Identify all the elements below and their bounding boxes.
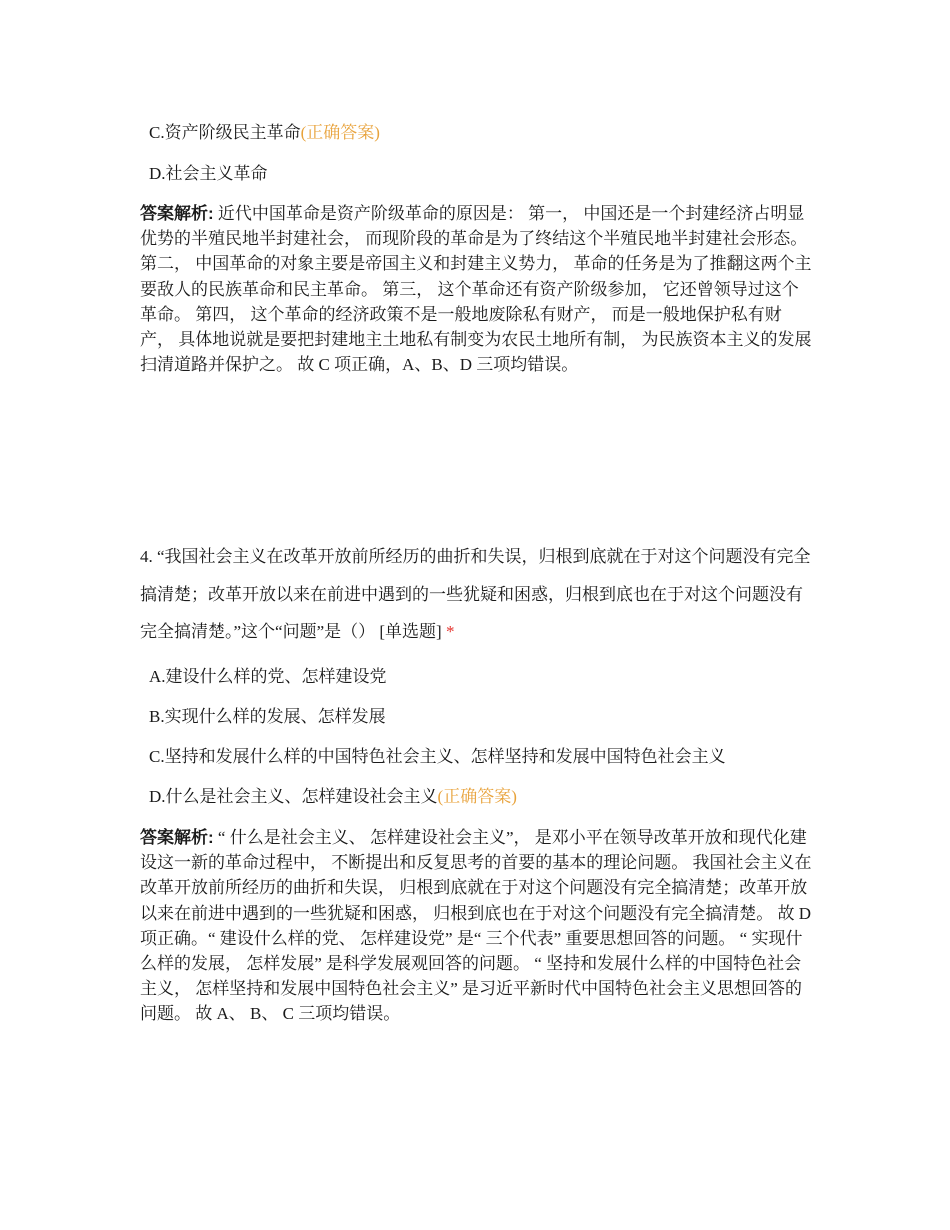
correct-answer-tag: (正确答案) [300,123,380,142]
q4-question-text [140,538,812,651]
required-mark: * [445,622,455,641]
option-label: D.社会主义革命 [149,164,268,183]
q4-option-a [149,665,387,689]
q4-option-b [149,705,386,729]
q4-option-d [149,785,517,809]
option-label: D.什么是社会主义、怎样建设社会主义 [149,787,438,806]
question-text: 4. “我国社会主义在改革开放前所经历的曲折和失误，归根到底就在于对这个问题没有完全搞清楚；改革开放以来在前进中遇到的一些犹疑和困惑，归根到底也在于对这个问题没有完全搞清楚。”这个“问题”是（） [单选题] [140,547,811,641]
analysis-text: “ 什么是社会主义、 怎样建设社会主义”， 是邓小平在领导改革开放和现代化建设这一新的革命过程中， 不断提出和反复思考的首要的基本的理论问题。 我国社会主义在改革开放前所经历的曲折和失误， 归根到底就在于对这个问题没有完全搞清楚；改革开放以来在前进中遇到的一些犹疑和困惑， 归根到底也在于对这个问题没有完全搞清楚。 故 D 项正确。“ 建设什么样的党、 怎样建设党” 是“ 三个代表” 重要思想回答的问题。 “ 实现什么样的发展， 怎样发展” 是科学发展观回答的问题。 “ 坚持和发展什么样的中国特色社会主义， 怎样坚持和发展中国特色社会主义” 是习近平新时代中国特色社会主义思想回答的问题。 故 A、 B、 C 三项均错误。 [140,828,812,1024]
option-label: B.实现什么样的发展、怎样发展 [149,707,386,726]
correct-answer-tag: (正确答案) [437,787,517,806]
q4-answer-analysis [140,825,812,1027]
q3-answer-analysis [140,201,812,377]
option-label: C.坚持和发展什么样的中国特色社会主义、怎样坚持和发展中国特色社会主义 [149,747,726,766]
analysis-label: 答案解析: [140,828,214,847]
q4-option-c [149,745,726,769]
analysis-text: 近代中国革命是资产阶级革命的原因是： 第一， 中国还是一个封建经济占明显优势的半殖民地半封建社会， 而现阶段的革命是为了终结这个半殖民地半封建社会形态。 第二， 中国革命的对象主要是帝国主义和封建主义势力， 革命的任务是为了推翻这两个主要敌人的民族革命和民主革命。 第三， 这个革命还有资产阶级参加， 它还曾领导过这个革命。 第四， 这个革命的经济政策不是一般地废除私有财产， 而是一般地保护私有财产， 具体地说就是要把封建地主土地私有制变为农民土地所有制， 为民族资本主义的发展扫清道路并保护之。 故 C 项正确，A、B、D 三项均错误。 [140,204,812,375]
option-label: A.建设什么样的党、怎样建设党 [149,667,387,686]
q3-option-d [149,162,268,186]
option-label: C.资产阶级民主革命 [149,123,301,142]
analysis-label: 答案解析: [140,204,214,223]
q3-option-c [149,121,380,145]
